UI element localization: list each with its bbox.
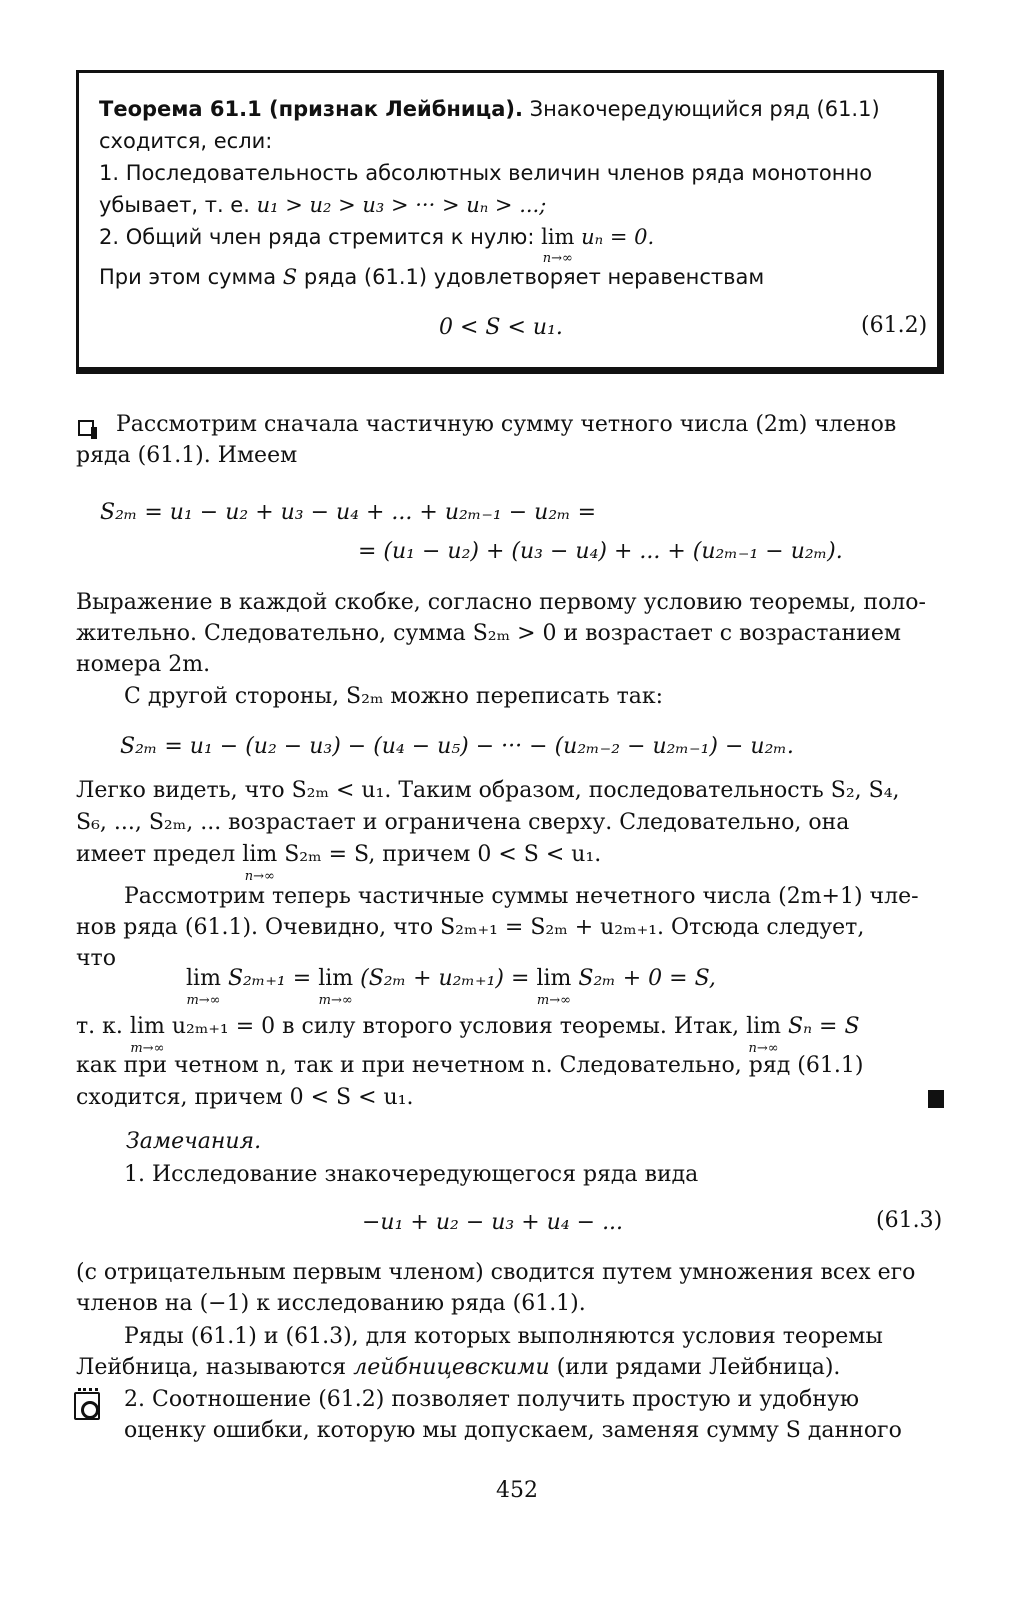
condition-text: u₂ₘ₊₁ = 0 в силу второго условия теоремы. Итак, xyxy=(171,1014,740,1039)
equation-part-b: (S₂ₘ + u₂ₘ₊₁) = xyxy=(360,966,530,991)
limit-operator xyxy=(541,221,575,266)
remark-3-line-2: оценку ошибки, которую мы допускаем, заменяя сумму S данного xyxy=(124,1418,902,1443)
limit-result-text: S₂ₘ = S, причем 0 < S < u₁. xyxy=(284,842,602,867)
remark-3-line-1: 2. Соотношение (61.2) позволяет получить простую и удобную xyxy=(124,1387,860,1412)
condition-1-text: убывает, т. е. xyxy=(99,193,250,217)
paragraph-1-line-1: Выражение в каждой скобке, согласно первому условию теоремы, поло- xyxy=(76,590,926,615)
proof-line-2: ряда (61.1). Имеем xyxy=(76,443,298,468)
theorem-condition-1-cont xyxy=(99,189,921,221)
paragraph-3-line-3 xyxy=(76,840,946,884)
theorem-title: Теорема 61.1 (признак Лейбница). xyxy=(99,97,523,121)
proof-start-icon xyxy=(78,420,94,436)
theorem-condition-1: 1. Последовательность абсолютных величин членов ряда монотонно xyxy=(99,161,873,185)
inequality-61-2: 0 < S < u₁. xyxy=(439,315,563,340)
limit-subscript: m→∞ xyxy=(318,993,353,1008)
equation-s2m-expansion: S₂ₘ = u₁ − u₂ + u₃ − u₄ + ... + u₂ₘ₋₁ − u₂ₘ = xyxy=(100,500,597,525)
theorem-box xyxy=(76,70,944,374)
limit-label: lim xyxy=(186,966,221,991)
page-number: 452 xyxy=(496,1478,538,1503)
limit-operator xyxy=(242,840,278,884)
limit-operator xyxy=(318,964,354,1008)
theorem-condition-2 xyxy=(99,221,921,266)
proof-line-1: Рассмотрим сначала частичную сумму четного числа (2m) членов xyxy=(116,412,897,437)
equation-number-61-2: (61.2) xyxy=(861,313,928,338)
limit-operator xyxy=(536,964,572,1008)
limit-label: lim xyxy=(129,1014,165,1039)
limit-intro-text: имеет предел xyxy=(76,842,236,867)
limit-label: lim xyxy=(746,1014,782,1039)
note-target-icon xyxy=(74,1392,100,1420)
remark-text-b: (или рядами Лейбница). xyxy=(556,1355,841,1380)
limit-subscript: m→∞ xyxy=(130,1041,165,1056)
qed-square-icon xyxy=(928,1090,944,1108)
condition-2-formula: uₙ = 0. xyxy=(581,225,655,249)
condition-1-formula: u₁ > u₂ > u₃ > ··· > uₙ > ...; xyxy=(256,193,547,217)
remark-emphasis: лейбницевскими xyxy=(353,1355,550,1380)
limit-operator xyxy=(186,964,221,1008)
equation-61-3: −u₁ + u₂ − u₃ + u₄ − ... xyxy=(362,1210,624,1235)
condition-2-text: 2. Общий член ряда стремится к нулю: xyxy=(99,225,535,249)
equation-number-61-3: (61.3) xyxy=(876,1208,943,1233)
theorem-sum-statement xyxy=(99,261,921,293)
limit-operator xyxy=(746,1012,782,1056)
limit-subscript: n→∞ xyxy=(748,1041,779,1056)
sum-symbol: S xyxy=(282,265,298,289)
theorem-intro: Знакочередующийся ряд (61.1) xyxy=(529,97,880,121)
note-icon-top xyxy=(78,1388,98,1395)
remarks-heading: Замечания. xyxy=(126,1129,262,1154)
limit-label: lim xyxy=(536,966,572,991)
limit-subscript: m→∞ xyxy=(186,993,221,1008)
limit-subscript: m→∞ xyxy=(536,993,571,1008)
limit-label: lim xyxy=(242,842,278,867)
theorem-intro-line2: сходится, если: xyxy=(99,129,273,153)
limit-subscript: n→∞ xyxy=(542,251,573,266)
equation-odd-limit xyxy=(186,964,716,1008)
paragraph-1-line-3: номера 2m. xyxy=(76,652,211,677)
paragraph-5-line-3: сходится, причем 0 < S < u₁. xyxy=(76,1085,414,1110)
paragraph-3-line-1: Легко видеть, что S₂ₘ < u₁. Таким образом, последовательность S₂, S₄, xyxy=(76,778,900,803)
because-text: т. к. xyxy=(76,1014,123,1039)
limit-label: lim xyxy=(318,966,354,991)
paragraph-4-line-1: Рассмотрим теперь частичные суммы нечетного числа (2m+1) чле- xyxy=(124,884,919,909)
remark-1-line-1: 1. Исследование знакочередующегося ряда вида xyxy=(124,1162,699,1187)
remark-text-a: Лейбница, называются xyxy=(76,1355,347,1380)
theorem-heading-line xyxy=(99,93,921,125)
note-icon-ring xyxy=(81,1401,99,1419)
remark-2-line-2 xyxy=(76,1353,946,1383)
equation-part-c: S₂ₘ + 0 = S, xyxy=(578,966,716,991)
limit-subscript: n→∞ xyxy=(244,869,275,884)
equation-part-a: S₂ₘ₊₁ = xyxy=(227,966,312,991)
sum-text-a: При этом сумма xyxy=(99,265,277,289)
remark-2-line-1: Ряды (61.1) и (61.3), для которых выполняются условия теоремы xyxy=(124,1324,883,1349)
paragraph-5-line-1 xyxy=(76,1012,946,1056)
paragraph-5-line-2: как при четном n, так и при нечетном n. Следовательно, ряд (61.1) xyxy=(76,1053,864,1078)
paragraph-3-line-2: S₆, ..., S₂ₘ, ... возрастает и ограничена сверху. Следовательно, она xyxy=(76,810,850,835)
limit-label: lim xyxy=(541,225,575,249)
sum-text-b: ряда (61.1) удовлетворяет неравенствам xyxy=(303,265,765,289)
equation-s2m-regrouped: S₂ₘ = u₁ − (u₂ − u₃) − (u₄ − u₅) − ··· − (u₂ₘ₋₂ − u₂ₘ₋₁) − u₂ₘ. xyxy=(120,734,794,759)
paragraph-4-line-2: нов ряда (61.1). Очевидно, что S₂ₘ₊₁ = S₂ₘ + u₂ₘ₊₁. Отсюда следует, xyxy=(76,915,865,940)
remark-1-line-3: членов на (−1) к исследованию ряда (61.1). xyxy=(76,1291,586,1316)
paragraph-2-line-1: С другой стороны, S₂ₘ можно переписать так: xyxy=(124,684,664,709)
paragraph-1-line-2: жительно. Следовательно, сумма S₂ₘ > 0 и возрастает с возрастанием xyxy=(76,621,901,646)
limit-operator xyxy=(129,1012,165,1056)
equation-s2m-grouped: = (u₁ − u₂) + (u₃ − u₄) + ... + (u₂ₘ₋₁ − u₂ₘ). xyxy=(358,539,843,564)
remark-1-line-2: (с отрицательным первым членом) сводится путем умножения всех его xyxy=(76,1260,916,1285)
sum-limit-result: Sₙ = S xyxy=(788,1014,860,1039)
paragraph-4-line-3: что xyxy=(76,946,116,971)
